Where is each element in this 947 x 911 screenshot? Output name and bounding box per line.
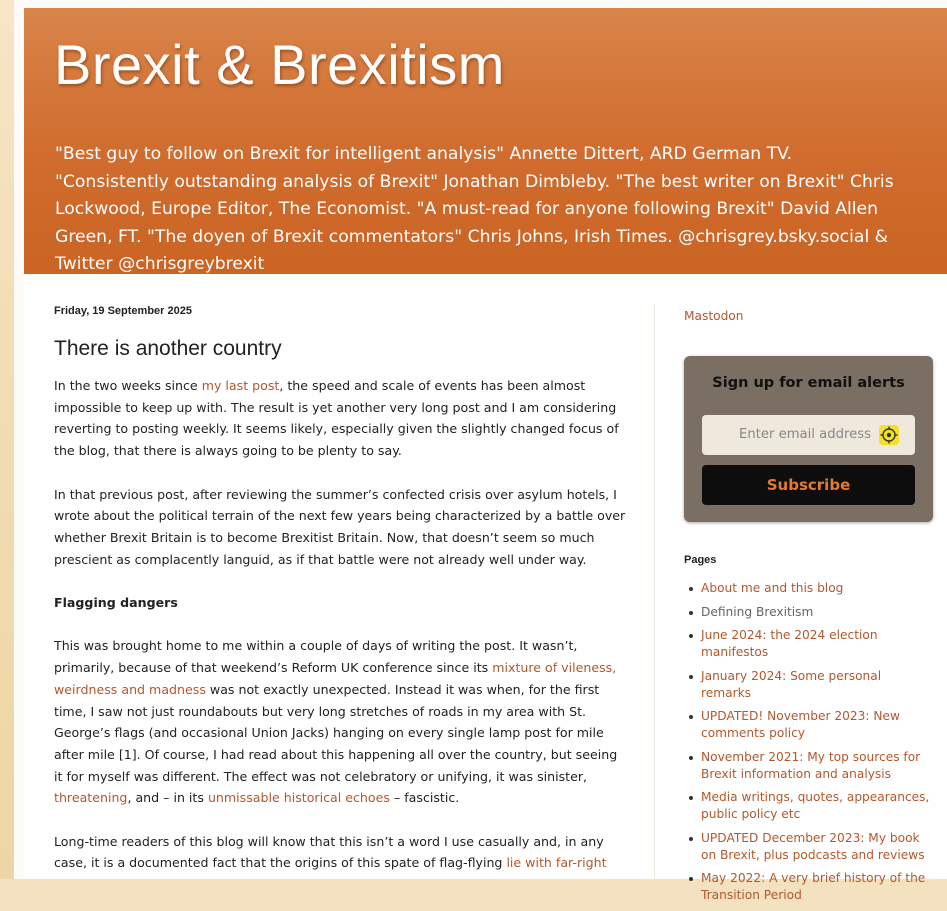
far-right-link[interactable]: lie with far-right: [506, 855, 607, 871]
blog-title[interactable]: Brexit & Brexitism: [54, 33, 505, 96]
post-paragraph-1: [54, 375, 626, 462]
list-item: [701, 668, 934, 702]
pages-list: [684, 580, 934, 911]
page-link-defining-brexitism[interactable]: Defining Brexitism: [701, 604, 814, 619]
post-paragraph-3: [54, 635, 626, 809]
list-item: [701, 830, 934, 864]
text-run: , the speed and scale of events has been almost impossible to keep up with. The result is yet another very long post and I am considering reverting to posting weekly. It seems likely, especially given the slightly changed focus of the blog, that there is always going to be plenty to say.: [54, 378, 619, 459]
list-item: [701, 749, 934, 783]
text-run: , and – in its: [127, 790, 208, 806]
page-link-top-sources[interactable]: November 2021: My top sources for Brexit information and analysis: [701, 749, 921, 781]
blog-description: "Best guy to follow on Brexit for intelligent analysis" Annette Dittert, ARD German TV. "Consistently outstanding analysis of Brexit" Jonathan Dimbleby. "The best writer on Brexit" Chris Lockwood, Europe Editor, The Economist. "A must-read for anyone following Brexit" David Allen Green, FT. "The doyen of Brexit commentators" Chris Johns, Irish Times. @chrisgrey.bsky.social & Twitter @chrisgreybrexit: [55, 144, 894, 274]
page-link-personal-remarks[interactable]: January 2024: Some personal remarks: [701, 668, 882, 700]
list-item: [701, 604, 934, 621]
text-run: Long-time readers of this blog will know that this isn’t a word I use casually and, in any case, it is a documented fact that the origins of this spate of flag-flying: [54, 833, 604, 871]
page-background-strip: [0, 0, 14, 879]
historical-echoes-link[interactable]: unmissable historical echoes: [207, 790, 390, 806]
last-post-link[interactable]: my last post: [201, 378, 280, 393]
text-run: – fascistic.: [389, 790, 460, 806]
page-link-comments-policy[interactable]: UPDATED! November 2023: New comments policy: [701, 709, 900, 740]
page-link-book[interactable]: UPDATED December 2023: My book on Brexit, plus podcasts and reviews: [701, 830, 925, 862]
threatening-link[interactable]: threatening: [54, 790, 128, 806]
text-run: This was brought home to me within a couple of days of writing the post. It wasn’t, primarily, because of that weekend’s Reform UK conference since its: [54, 638, 578, 676]
signup-title: Sign up for email alerts: [712, 375, 905, 391]
sidebar: [684, 304, 930, 902]
list-item: [701, 580, 934, 597]
mastodon-link[interactable]: Mastodon: [684, 309, 744, 323]
target-icon[interactable]: [879, 425, 899, 445]
column-divider: [654, 304, 655, 879]
page-link-transition-period[interactable]: May 2022: A very brief history of the Transition Period: [701, 871, 926, 902]
page-link-media-writings[interactable]: Media writings, quotes, appearances, public policy etc: [701, 790, 930, 821]
email-input[interactable]: Enter email address: [702, 415, 915, 455]
section-heading: Flagging dangers: [54, 595, 178, 610]
main-column: [54, 304, 626, 896]
vileness-link[interactable]: mixture of vileness, weirdness and madness: [54, 660, 617, 697]
text-run: was not exactly unexpected. Instead it was when, for the first time, I saw not just roundabouts but very long stretches of roads in my area with St. George’s flags (and occasional Union Jacks) hanging on every single lamp post for mile after mile [1]. Of course, I had read about this happening all over the country, but seeing it for myself was different. The effect was not celebratory or unifying, it was sinister,: [54, 681, 618, 784]
list-item: [701, 870, 934, 904]
post-paragraph-4: [54, 831, 626, 874]
pages-title: Pages: [684, 554, 717, 566]
subscribe-button[interactable]: Subscribe: [702, 465, 915, 505]
list-item: [701, 708, 934, 742]
list-item: [701, 627, 934, 661]
page-link-about[interactable]: About me and this blog: [701, 581, 844, 595]
post-paragraph-2: In that previous post, after reviewing the summer’s confected crisis over asylum hotels, I wrote about the political terrain of the next few years being characterized by a battle over whether Brexit Britain is to become Brexitist Britain. Now, that doesn’t seem so much prescient as complacently languid, as if that battle were not already well under way.: [54, 486, 626, 567]
post-title[interactable]: There is another country: [54, 337, 282, 360]
list-item: [701, 789, 934, 823]
post-date: Friday, 19 September 2025: [54, 305, 192, 317]
post-body: [54, 375, 626, 874]
content-area: [24, 274, 947, 902]
blog-header: [24, 8, 947, 274]
text-run: In the two weeks since: [54, 378, 202, 393]
email-signup-widget: [684, 356, 933, 522]
page-link-election-manifestos[interactable]: June 2024: the 2024 election manifestos: [701, 628, 878, 659]
